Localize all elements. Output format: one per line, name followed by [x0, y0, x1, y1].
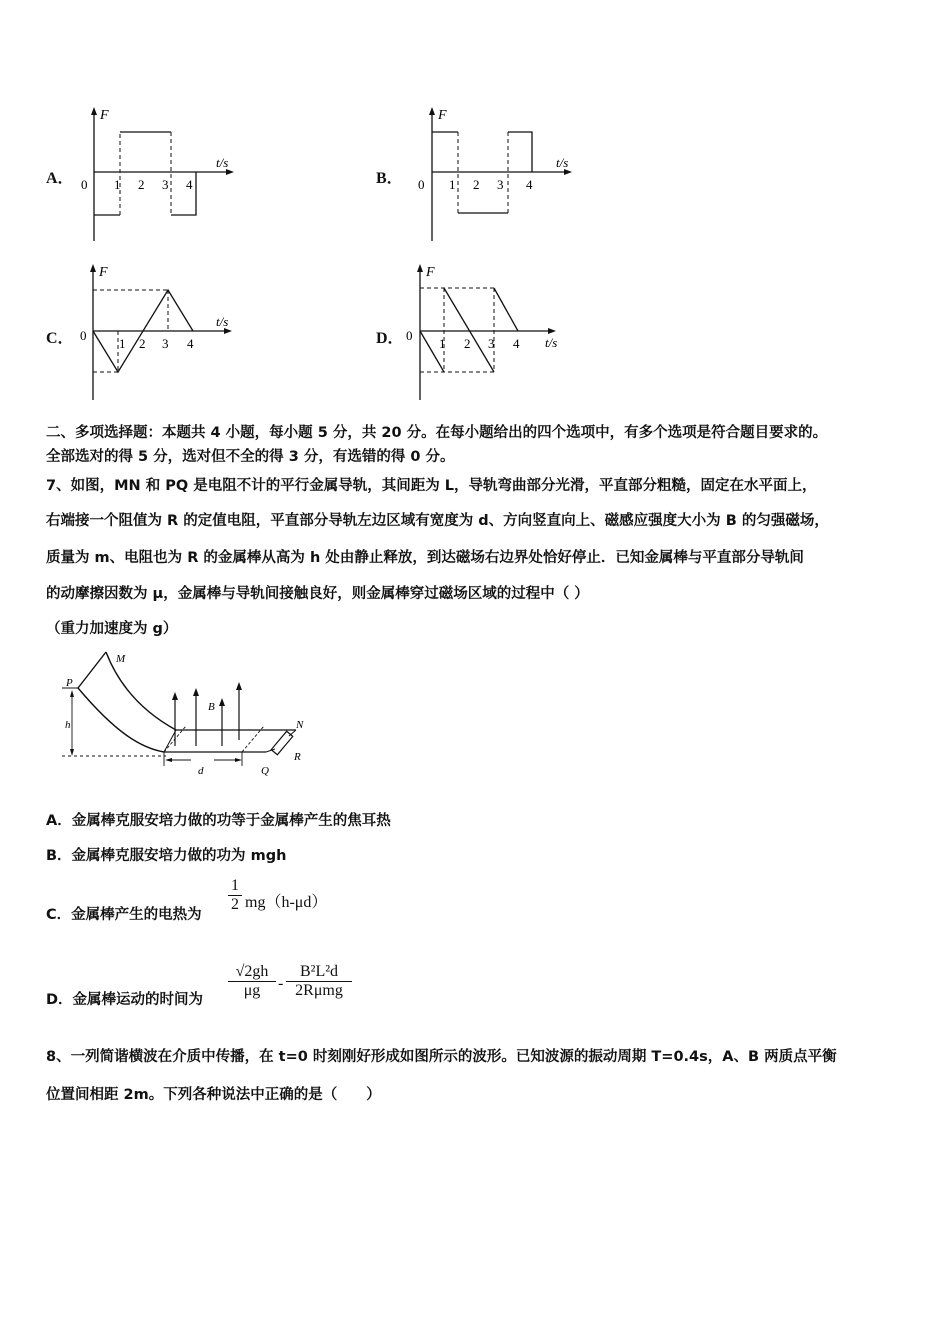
label-h: h: [65, 719, 71, 731]
q7-option-d-fraction-1: [228, 963, 276, 1000]
q7-option-d-minus: -: [278, 975, 284, 992]
section-2-line-1: 二、多项选择题：本题共 4 小题，每小题 5 分，共 20 分。在每小题给出的四个选项中，有多个选项是符合题目要求的。: [46, 425, 828, 441]
q7-line-5: （重力加速度为 g）: [46, 621, 178, 637]
graph-c: [78, 262, 248, 404]
q8-line-1: 8、一列简谐横波在介质中传播，在 t=0 时刻刚好形成如图所示的波形。已知波源的振动周期 T=0.4s，A、B 两质点平衡: [46, 1049, 837, 1065]
label-m: M: [116, 653, 126, 665]
c-frac-num: 1: [231, 877, 239, 894]
graph-c-tick-1: 1: [119, 336, 126, 351]
graph-a-tick-4: 4: [186, 177, 193, 192]
option-b-label: B．: [376, 170, 403, 187]
graph-a: [78, 105, 248, 245]
option-d-label: D．: [376, 330, 404, 347]
c-frac-den: 2: [228, 895, 242, 914]
label-q: Q: [261, 765, 269, 777]
graph-c-tick-4: 4: [187, 336, 194, 351]
label-b: B: [208, 701, 215, 713]
q7-option-c-fraction: [228, 877, 242, 914]
graph-b-f-label: F: [438, 108, 447, 123]
section-2-line-2: 全部选对的得 5 分，选对但不全的得 3 分，有选错的得 0 分。: [46, 449, 455, 465]
graph-a-tick-1: 1: [114, 177, 121, 192]
q7-option-a: A．金属棒克服安培力做的功等于金属棒产生的焦耳热: [46, 813, 391, 829]
q7-option-d-fraction-2: [286, 963, 352, 1000]
graph-d-tick-4: 4: [513, 336, 520, 351]
label-n: N: [296, 719, 304, 731]
graph-a-tick-2: 2: [138, 177, 145, 192]
d-frac2-den: 2Rμmg: [286, 981, 352, 1000]
graph-b-origin: 0: [418, 177, 425, 192]
graph-a-origin: 0: [81, 177, 88, 192]
q7-option-c-tail: mg（h-μd）: [245, 894, 328, 911]
graph-b-tick-1: 1: [449, 177, 456, 192]
graph-c-tick-3: 3: [162, 336, 169, 351]
graph-b-t-label: t/s: [556, 155, 569, 170]
q7-line-3: 质量为 m、电阻也为 R 的金属棒从高为 h 处由静止释放，到达磁场右边界处恰好停止．已知金属棒与平直部分导轨间: [46, 550, 804, 566]
graph-a-tick-3: 3: [162, 177, 169, 192]
graph-d-t-label: t/s: [545, 335, 558, 350]
graph-c-t-label: t/s: [216, 314, 229, 329]
graph-b-tick-3: 3: [497, 177, 504, 192]
label-p: P: [66, 677, 73, 689]
q7-line-4: 的动摩擦因数为 μ，金属棒与导轨间接触良好，则金属棒穿过磁场区域的过程中（ ）: [46, 586, 589, 602]
d-frac1-num: √2gh: [235, 963, 269, 980]
q7-option-b: B．金属棒克服安培力做的功为 mgh: [46, 848, 287, 864]
graph-d-tick-1: 1: [439, 336, 446, 351]
graph-d-tick-3: 3: [488, 336, 495, 351]
d-frac1-den: μg: [228, 981, 276, 1000]
q7-option-d-prefix: D．金属棒运动的时间为: [46, 992, 204, 1008]
q7-line-1: 7、如图，MN 和 PQ 是电阻不计的平行金属导轨，其间距为 L，导轨弯曲部分光滑，平直部分粗糙，固定在水平面上，: [46, 478, 817, 494]
label-r: R: [294, 751, 301, 763]
label-d: d: [198, 765, 204, 777]
graph-d-tick-2: 2: [464, 336, 471, 351]
q7-option-c-prefix: C．金属棒产生的电热为: [46, 907, 202, 923]
q8-line-2: 位置间相距 2m。下列各种说法中正确的是（ ）: [46, 1087, 381, 1103]
graph-a-t-label: t/s: [216, 155, 229, 170]
graph-b-tick-2: 2: [473, 177, 480, 192]
graph-b-tick-4: 4: [526, 177, 533, 192]
graph-c-tick-2: 2: [139, 336, 146, 351]
graph-a-f-label: F: [100, 108, 109, 123]
q7-rail-figure: [56, 648, 316, 780]
option-c-label: C．: [46, 330, 74, 347]
graph-b: [410, 105, 585, 245]
graph-d-origin: 0: [406, 328, 413, 343]
graph-c-f-label: F: [99, 265, 108, 280]
graph-d: [402, 262, 577, 404]
graph-d-f-label: F: [426, 265, 435, 280]
q7-line-2: 右端接一个阻值为 R 的定值电阻，平直部分导轨左边区域有宽度为 d、方向竖直向上、磁感应强度大小为 B 的匀强磁场，: [46, 513, 829, 529]
d-frac2-num: B²L²d: [299, 963, 339, 980]
graph-c-origin: 0: [80, 328, 87, 343]
option-a-label: A．: [46, 170, 74, 187]
